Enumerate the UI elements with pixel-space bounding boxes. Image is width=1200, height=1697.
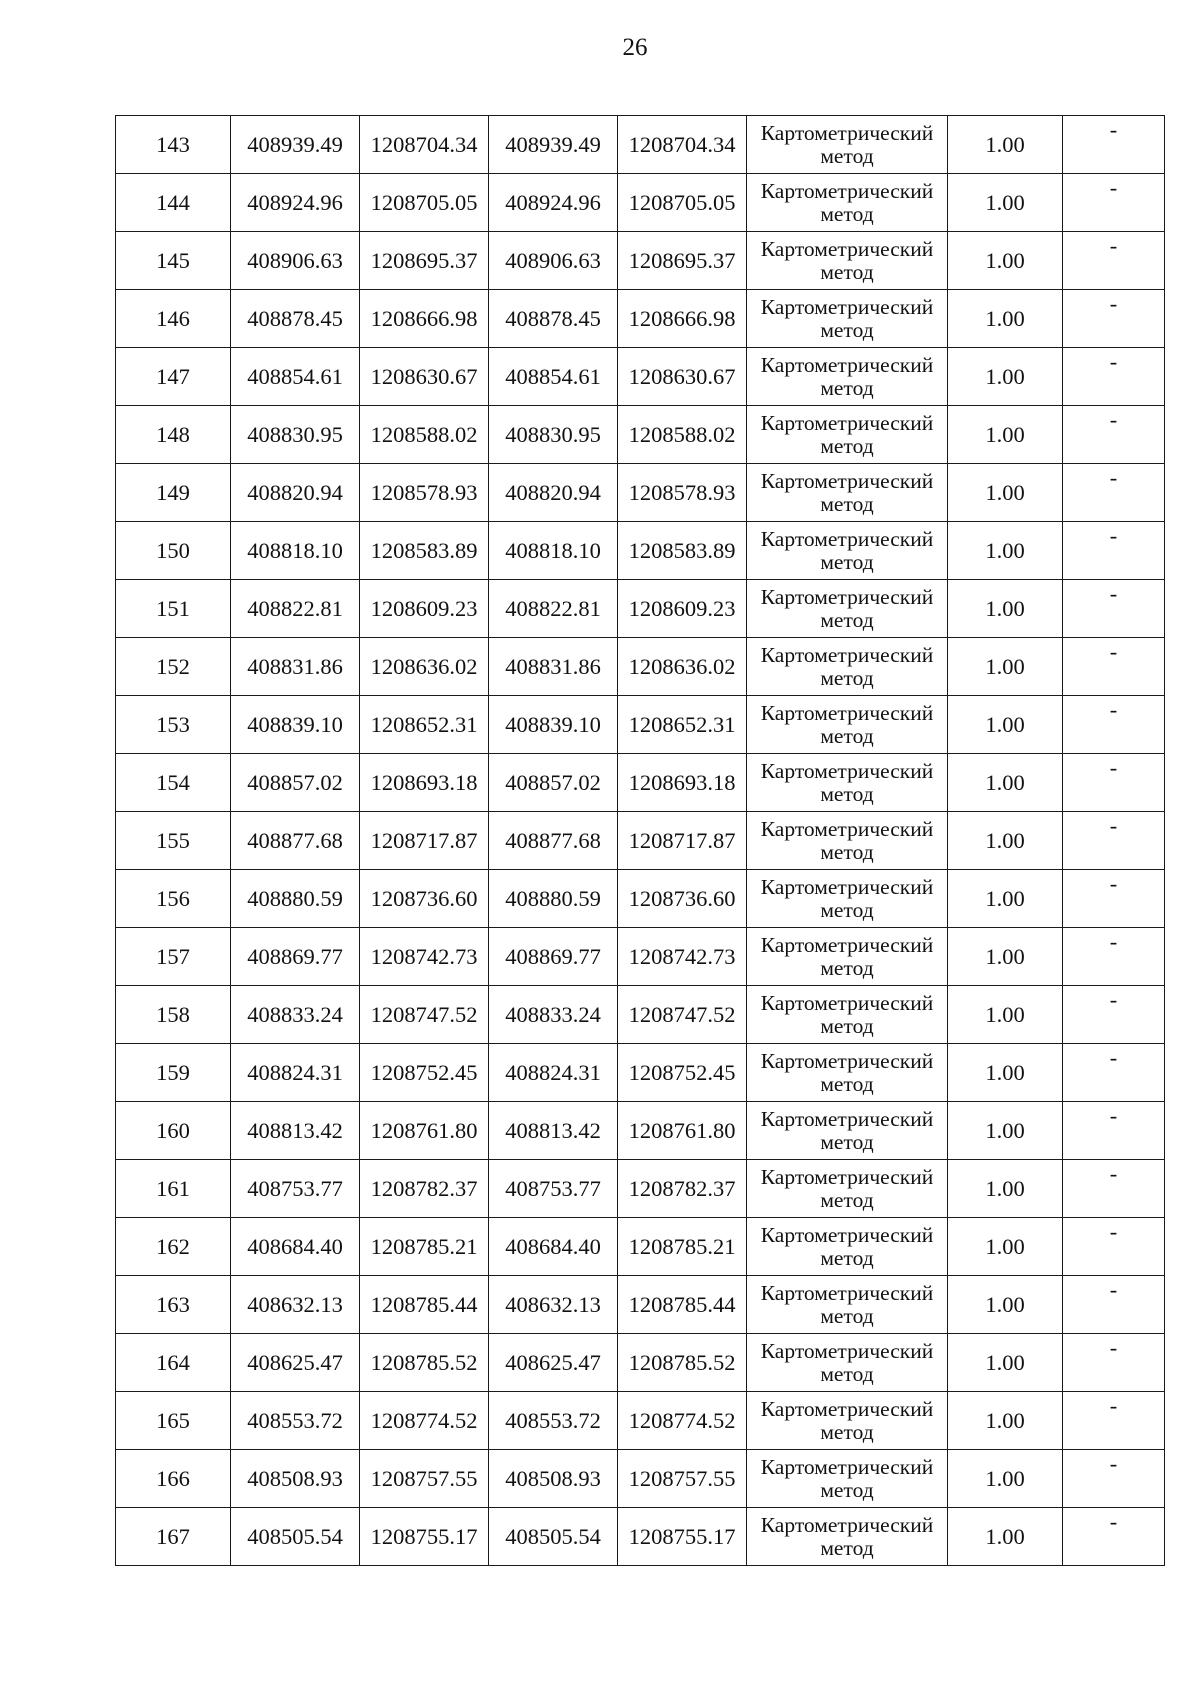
point-number-cell: 143 bbox=[116, 116, 231, 174]
method-line-1: Картометрический bbox=[760, 1222, 934, 1247]
x-existing-cell: 408924.96 bbox=[231, 174, 360, 232]
x-existing-cell: 408906.63 bbox=[231, 232, 360, 290]
method-cell bbox=[747, 232, 948, 290]
x-existing-cell: 408684.40 bbox=[231, 1218, 360, 1276]
note-cell: - bbox=[1063, 1392, 1165, 1450]
table-row bbox=[116, 812, 1165, 870]
y-existing-cell: 1208705.05 bbox=[360, 174, 489, 232]
x-existing-cell: 408505.54 bbox=[231, 1508, 360, 1566]
point-number-cell: 153 bbox=[116, 696, 231, 754]
table-row bbox=[116, 232, 1165, 290]
point-number-cell: 152 bbox=[116, 638, 231, 696]
x-new-cell: 408813.42 bbox=[489, 1102, 618, 1160]
y-existing-cell: 1208609.23 bbox=[360, 580, 489, 638]
method-cell bbox=[747, 638, 948, 696]
x-new-cell: 408632.13 bbox=[489, 1276, 618, 1334]
note-cell: - bbox=[1063, 638, 1165, 696]
note-cell: - bbox=[1063, 1508, 1165, 1566]
table-row bbox=[116, 174, 1165, 232]
point-number-cell: 146 bbox=[116, 290, 231, 348]
accuracy-cell: 1.00 bbox=[948, 464, 1063, 522]
y-new-cell: 1208695.37 bbox=[618, 232, 747, 290]
x-new-cell: 408839.10 bbox=[489, 696, 618, 754]
method-line-2: метод bbox=[820, 1013, 874, 1038]
point-number-cell: 154 bbox=[116, 754, 231, 812]
method-line-2: метод bbox=[820, 201, 874, 226]
y-existing-cell: 1208636.02 bbox=[360, 638, 489, 696]
note-cell: - bbox=[1063, 174, 1165, 232]
method-cell bbox=[747, 928, 948, 986]
method-line-1: Картометрический bbox=[760, 1048, 934, 1073]
method-cell bbox=[747, 348, 948, 406]
method-cell bbox=[747, 174, 948, 232]
accuracy-cell: 1.00 bbox=[948, 1450, 1063, 1508]
method-line-1: Картометрический bbox=[760, 700, 934, 725]
accuracy-cell: 1.00 bbox=[948, 1218, 1063, 1276]
y-existing-cell: 1208717.87 bbox=[360, 812, 489, 870]
note-cell: - bbox=[1063, 116, 1165, 174]
y-new-cell: 1208785.21 bbox=[618, 1218, 747, 1276]
method-line-1: Картометрический bbox=[760, 236, 934, 261]
x-existing-cell: 408822.81 bbox=[231, 580, 360, 638]
method-cell bbox=[747, 116, 948, 174]
x-existing-cell: 408553.72 bbox=[231, 1392, 360, 1450]
method-cell bbox=[747, 1276, 948, 1334]
y-existing-cell: 1208652.31 bbox=[360, 696, 489, 754]
y-new-cell: 1208583.89 bbox=[618, 522, 747, 580]
method-cell bbox=[747, 464, 948, 522]
y-new-cell: 1208761.80 bbox=[618, 1102, 747, 1160]
accuracy-cell: 1.00 bbox=[948, 928, 1063, 986]
point-number-cell: 158 bbox=[116, 986, 231, 1044]
method-line-2: метод bbox=[820, 1419, 874, 1444]
method-line-2: метод bbox=[820, 1303, 874, 1328]
y-existing-cell: 1208693.18 bbox=[360, 754, 489, 812]
method-line-1: Картометрический bbox=[760, 816, 934, 841]
x-new-cell: 408553.72 bbox=[489, 1392, 618, 1450]
accuracy-cell: 1.00 bbox=[948, 812, 1063, 870]
y-existing-cell: 1208785.44 bbox=[360, 1276, 489, 1334]
method-cell bbox=[747, 290, 948, 348]
point-number-cell: 164 bbox=[116, 1334, 231, 1392]
x-new-cell: 408877.68 bbox=[489, 812, 618, 870]
method-line-1: Картометрический bbox=[760, 1396, 934, 1421]
accuracy-cell: 1.00 bbox=[948, 1334, 1063, 1392]
method-line-2: метод bbox=[820, 549, 874, 574]
method-line-1: Картометрический bbox=[760, 120, 934, 145]
method-line-1: Картометрический bbox=[760, 468, 934, 493]
method-line-2: метод bbox=[820, 839, 874, 864]
accuracy-cell: 1.00 bbox=[948, 522, 1063, 580]
note-cell: - bbox=[1063, 348, 1165, 406]
method-line-2: метод bbox=[820, 1245, 874, 1270]
y-existing-cell: 1208752.45 bbox=[360, 1044, 489, 1102]
method-cell bbox=[747, 1508, 948, 1566]
method-line-2: метод bbox=[820, 1477, 874, 1502]
x-existing-cell: 408877.68 bbox=[231, 812, 360, 870]
table-row bbox=[116, 1044, 1165, 1102]
point-number-cell: 159 bbox=[116, 1044, 231, 1102]
method-line-2: метод bbox=[820, 375, 874, 400]
y-new-cell: 1208609.23 bbox=[618, 580, 747, 638]
x-existing-cell: 408508.93 bbox=[231, 1450, 360, 1508]
table-row bbox=[116, 464, 1165, 522]
x-new-cell: 408880.59 bbox=[489, 870, 618, 928]
note-cell: - bbox=[1063, 754, 1165, 812]
table-row bbox=[116, 116, 1165, 174]
table-row bbox=[116, 696, 1165, 754]
x-new-cell: 408684.40 bbox=[489, 1218, 618, 1276]
accuracy-cell: 1.00 bbox=[948, 1276, 1063, 1334]
note-cell: - bbox=[1063, 464, 1165, 522]
method-line-2: метод bbox=[820, 1535, 874, 1560]
table-row bbox=[116, 406, 1165, 464]
method-line-2: метод bbox=[820, 607, 874, 632]
method-cell bbox=[747, 870, 948, 928]
point-number-cell: 161 bbox=[116, 1160, 231, 1218]
x-new-cell: 408505.54 bbox=[489, 1508, 618, 1566]
x-existing-cell: 408869.77 bbox=[231, 928, 360, 986]
y-new-cell: 1208747.52 bbox=[618, 986, 747, 1044]
y-new-cell: 1208742.73 bbox=[618, 928, 747, 986]
note-cell: - bbox=[1063, 696, 1165, 754]
y-existing-cell: 1208785.52 bbox=[360, 1334, 489, 1392]
accuracy-cell: 1.00 bbox=[948, 696, 1063, 754]
point-number-cell: 144 bbox=[116, 174, 231, 232]
x-existing-cell: 408854.61 bbox=[231, 348, 360, 406]
accuracy-cell: 1.00 bbox=[948, 232, 1063, 290]
y-new-cell: 1208774.52 bbox=[618, 1392, 747, 1450]
table-row bbox=[116, 290, 1165, 348]
y-existing-cell: 1208630.67 bbox=[360, 348, 489, 406]
method-line-1: Картометрический bbox=[760, 1454, 934, 1479]
note-cell: - bbox=[1063, 986, 1165, 1044]
y-new-cell: 1208693.18 bbox=[618, 754, 747, 812]
x-existing-cell: 408625.47 bbox=[231, 1334, 360, 1392]
accuracy-cell: 1.00 bbox=[948, 1508, 1063, 1566]
table-row bbox=[116, 1160, 1165, 1218]
method-line-1: Картометрический bbox=[760, 352, 934, 377]
x-new-cell: 408869.77 bbox=[489, 928, 618, 986]
table-row bbox=[116, 986, 1165, 1044]
y-existing-cell: 1208774.52 bbox=[360, 1392, 489, 1450]
note-cell: - bbox=[1063, 232, 1165, 290]
method-line-2: метод bbox=[820, 1187, 874, 1212]
method-line-2: метод bbox=[820, 491, 874, 516]
point-number-cell: 151 bbox=[116, 580, 231, 638]
note-cell: - bbox=[1063, 290, 1165, 348]
table-row bbox=[116, 580, 1165, 638]
method-line-2: метод bbox=[820, 665, 874, 690]
y-existing-cell: 1208755.17 bbox=[360, 1508, 489, 1566]
y-existing-cell: 1208785.21 bbox=[360, 1218, 489, 1276]
x-existing-cell: 408753.77 bbox=[231, 1160, 360, 1218]
method-line-1: Картометрический bbox=[760, 1164, 934, 1189]
method-cell bbox=[747, 580, 948, 638]
x-new-cell: 408854.61 bbox=[489, 348, 618, 406]
method-line-2: метод bbox=[820, 259, 874, 284]
accuracy-cell: 1.00 bbox=[948, 870, 1063, 928]
table-row bbox=[116, 754, 1165, 812]
accuracy-cell: 1.00 bbox=[948, 116, 1063, 174]
method-line-1: Картометрический bbox=[760, 990, 934, 1015]
y-existing-cell: 1208666.98 bbox=[360, 290, 489, 348]
y-new-cell: 1208757.55 bbox=[618, 1450, 747, 1508]
note-cell: - bbox=[1063, 1044, 1165, 1102]
table-row bbox=[116, 928, 1165, 986]
method-line-2: метод bbox=[820, 317, 874, 342]
x-new-cell: 408818.10 bbox=[489, 522, 618, 580]
x-existing-cell: 408824.31 bbox=[231, 1044, 360, 1102]
method-line-1: Картометрический bbox=[760, 526, 934, 551]
x-new-cell: 408508.93 bbox=[489, 1450, 618, 1508]
method-cell bbox=[747, 754, 948, 812]
x-existing-cell: 408939.49 bbox=[231, 116, 360, 174]
y-new-cell: 1208666.98 bbox=[618, 290, 747, 348]
table-row bbox=[116, 1450, 1165, 1508]
point-number-cell: 166 bbox=[116, 1450, 231, 1508]
x-new-cell: 408822.81 bbox=[489, 580, 618, 638]
point-number-cell: 149 bbox=[116, 464, 231, 522]
note-cell: - bbox=[1063, 1218, 1165, 1276]
y-existing-cell: 1208742.73 bbox=[360, 928, 489, 986]
point-number-cell: 156 bbox=[116, 870, 231, 928]
x-existing-cell: 408857.02 bbox=[231, 754, 360, 812]
method-line-1: Картометрический bbox=[760, 874, 934, 899]
x-new-cell: 408830.95 bbox=[489, 406, 618, 464]
method-cell bbox=[747, 1102, 948, 1160]
accuracy-cell: 1.00 bbox=[948, 348, 1063, 406]
table-row bbox=[116, 522, 1165, 580]
y-new-cell: 1208704.34 bbox=[618, 116, 747, 174]
method-cell bbox=[747, 1218, 948, 1276]
x-existing-cell: 408813.42 bbox=[231, 1102, 360, 1160]
accuracy-cell: 1.00 bbox=[948, 754, 1063, 812]
point-number-cell: 145 bbox=[116, 232, 231, 290]
y-existing-cell: 1208782.37 bbox=[360, 1160, 489, 1218]
y-new-cell: 1208705.05 bbox=[618, 174, 747, 232]
note-cell: - bbox=[1063, 1334, 1165, 1392]
note-cell: - bbox=[1063, 580, 1165, 638]
coordinates-table bbox=[115, 115, 1165, 1566]
method-line-1: Картометрический bbox=[760, 584, 934, 609]
accuracy-cell: 1.00 bbox=[948, 1102, 1063, 1160]
accuracy-cell: 1.00 bbox=[948, 580, 1063, 638]
x-new-cell: 408878.45 bbox=[489, 290, 618, 348]
method-line-1: Картометрический bbox=[760, 294, 934, 319]
x-existing-cell: 408833.24 bbox=[231, 986, 360, 1044]
method-line-1: Картометрический bbox=[760, 1512, 934, 1537]
method-line-2: метод bbox=[820, 1361, 874, 1386]
y-existing-cell: 1208578.93 bbox=[360, 464, 489, 522]
method-line-2: метод bbox=[820, 433, 874, 458]
page-number: 26 bbox=[622, 34, 648, 61]
note-cell: - bbox=[1063, 928, 1165, 986]
x-new-cell: 408753.77 bbox=[489, 1160, 618, 1218]
note-cell: - bbox=[1063, 1102, 1165, 1160]
y-new-cell: 1208578.93 bbox=[618, 464, 747, 522]
y-new-cell: 1208717.87 bbox=[618, 812, 747, 870]
point-number-cell: 150 bbox=[116, 522, 231, 580]
method-cell bbox=[747, 986, 948, 1044]
y-existing-cell: 1208588.02 bbox=[360, 406, 489, 464]
x-new-cell: 408831.86 bbox=[489, 638, 618, 696]
method-line-2: метод bbox=[820, 1129, 874, 1154]
x-existing-cell: 408839.10 bbox=[231, 696, 360, 754]
method-line-2: метод bbox=[820, 781, 874, 806]
y-new-cell: 1208785.44 bbox=[618, 1276, 747, 1334]
method-line-1: Картометрический bbox=[760, 410, 934, 435]
method-cell bbox=[747, 812, 948, 870]
accuracy-cell: 1.00 bbox=[948, 1392, 1063, 1450]
point-number-cell: 157 bbox=[116, 928, 231, 986]
method-line-2: метод bbox=[820, 723, 874, 748]
y-new-cell: 1208782.37 bbox=[618, 1160, 747, 1218]
accuracy-cell: 1.00 bbox=[948, 406, 1063, 464]
method-cell bbox=[747, 696, 948, 754]
y-new-cell: 1208630.67 bbox=[618, 348, 747, 406]
point-number-cell: 165 bbox=[116, 1392, 231, 1450]
point-number-cell: 160 bbox=[116, 1102, 231, 1160]
x-existing-cell: 408831.86 bbox=[231, 638, 360, 696]
table-row bbox=[116, 1508, 1165, 1566]
accuracy-cell: 1.00 bbox=[948, 638, 1063, 696]
note-cell: - bbox=[1063, 870, 1165, 928]
method-line-1: Картометрический bbox=[760, 1280, 934, 1305]
table-body bbox=[116, 116, 1165, 1566]
x-existing-cell: 408880.59 bbox=[231, 870, 360, 928]
method-line-1: Картометрический bbox=[760, 932, 934, 957]
point-number-cell: 147 bbox=[116, 348, 231, 406]
table-row bbox=[116, 1392, 1165, 1450]
y-new-cell: 1208755.17 bbox=[618, 1508, 747, 1566]
y-new-cell: 1208588.02 bbox=[618, 406, 747, 464]
note-cell: - bbox=[1063, 1450, 1165, 1508]
x-new-cell: 408857.02 bbox=[489, 754, 618, 812]
method-line-2: метод bbox=[820, 955, 874, 980]
note-cell: - bbox=[1063, 812, 1165, 870]
y-existing-cell: 1208704.34 bbox=[360, 116, 489, 174]
table-row bbox=[116, 638, 1165, 696]
x-existing-cell: 408632.13 bbox=[231, 1276, 360, 1334]
method-cell bbox=[747, 1160, 948, 1218]
accuracy-cell: 1.00 bbox=[948, 986, 1063, 1044]
method-line-1: Картометрический bbox=[760, 758, 934, 783]
method-line-2: метод bbox=[820, 897, 874, 922]
note-cell: - bbox=[1063, 406, 1165, 464]
table-row bbox=[116, 1334, 1165, 1392]
method-cell bbox=[747, 406, 948, 464]
y-existing-cell: 1208757.55 bbox=[360, 1450, 489, 1508]
note-cell: - bbox=[1063, 522, 1165, 580]
x-new-cell: 408824.31 bbox=[489, 1044, 618, 1102]
x-new-cell: 408625.47 bbox=[489, 1334, 618, 1392]
table-row bbox=[116, 1102, 1165, 1160]
point-number-cell: 155 bbox=[116, 812, 231, 870]
method-line-1: Картометрический bbox=[760, 178, 934, 203]
y-new-cell: 1208736.60 bbox=[618, 870, 747, 928]
accuracy-cell: 1.00 bbox=[948, 290, 1063, 348]
point-number-cell: 148 bbox=[116, 406, 231, 464]
table-row bbox=[116, 1276, 1165, 1334]
y-new-cell: 1208652.31 bbox=[618, 696, 747, 754]
y-existing-cell: 1208583.89 bbox=[360, 522, 489, 580]
method-line-1: Картометрический bbox=[760, 642, 934, 667]
x-new-cell: 408833.24 bbox=[489, 986, 618, 1044]
method-cell bbox=[747, 522, 948, 580]
x-new-cell: 408906.63 bbox=[489, 232, 618, 290]
table-row bbox=[116, 348, 1165, 406]
x-new-cell: 408820.94 bbox=[489, 464, 618, 522]
y-new-cell: 1208636.02 bbox=[618, 638, 747, 696]
y-existing-cell: 1208761.80 bbox=[360, 1102, 489, 1160]
x-new-cell: 408939.49 bbox=[489, 116, 618, 174]
method-cell bbox=[747, 1044, 948, 1102]
note-cell: - bbox=[1063, 1276, 1165, 1334]
point-number-cell: 167 bbox=[116, 1508, 231, 1566]
y-new-cell: 1208785.52 bbox=[618, 1334, 747, 1392]
x-existing-cell: 408820.94 bbox=[231, 464, 360, 522]
method-cell bbox=[747, 1450, 948, 1508]
table-row bbox=[116, 870, 1165, 928]
y-existing-cell: 1208736.60 bbox=[360, 870, 489, 928]
method-line-1: Картометрический bbox=[760, 1106, 934, 1131]
y-new-cell: 1208752.45 bbox=[618, 1044, 747, 1102]
point-number-cell: 162 bbox=[116, 1218, 231, 1276]
table-row bbox=[116, 1218, 1165, 1276]
method-cell bbox=[747, 1392, 948, 1450]
accuracy-cell: 1.00 bbox=[948, 1160, 1063, 1218]
point-number-cell: 163 bbox=[116, 1276, 231, 1334]
x-existing-cell: 408818.10 bbox=[231, 522, 360, 580]
accuracy-cell: 1.00 bbox=[948, 1044, 1063, 1102]
y-existing-cell: 1208695.37 bbox=[360, 232, 489, 290]
method-line-2: метод bbox=[820, 143, 874, 168]
accuracy-cell: 1.00 bbox=[948, 174, 1063, 232]
y-existing-cell: 1208747.52 bbox=[360, 986, 489, 1044]
method-line-2: метод bbox=[820, 1071, 874, 1096]
x-existing-cell: 408830.95 bbox=[231, 406, 360, 464]
x-existing-cell: 408878.45 bbox=[231, 290, 360, 348]
x-new-cell: 408924.96 bbox=[489, 174, 618, 232]
method-line-1: Картометрический bbox=[760, 1338, 934, 1363]
note-cell: - bbox=[1063, 1160, 1165, 1218]
method-cell bbox=[747, 1334, 948, 1392]
